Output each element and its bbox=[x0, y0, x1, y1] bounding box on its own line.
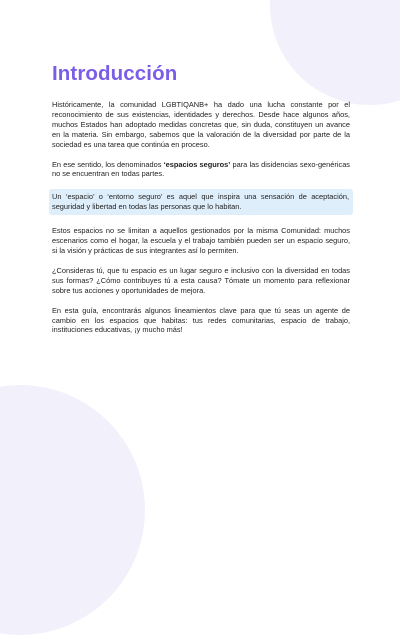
page-content bbox=[52, 62, 350, 345]
safe-spaces-term: ‘espacios seguros’ bbox=[163, 159, 231, 169]
paragraph-history: Históricamente, la comunidad LGBTIQANB+ ha dado una lucha constante por el reconocimiento de sus existencias, identidades y derechos. Desde hace algunos años, muchos Estados han adoptado medidas concretas que, sin duda, constituyen un avance en la materia. Sin embargo, sabemos que la valoración de la diversidad por parte de la sociedad es una tarea que continúa en proceso. bbox=[52, 100, 350, 149]
decorative-circle-bottom bbox=[0, 385, 145, 635]
paragraph-safe-spaces-end: para las disidencias sexo-genéricas no se encuentran en todas partes. bbox=[52, 159, 350, 179]
paragraph-guide: En esta guía, encontrarás algunos lineamientos clave para que tú seas un agente de cambio en los espacios que habitas: tus redes comunitarias, espacio de trabajo, instituciones educativas, ¡y mucho más! bbox=[52, 305, 350, 335]
definition-callout bbox=[49, 189, 353, 215]
page-title: Introducción bbox=[52, 62, 178, 85]
paragraph-questions: ¿Consideras tú, que tu espacio es un lugar seguro e inclusivo con la diversidad en todas sus formas? ¿Cómo contribuyes tú a esta causa? Tómate un momento para reflexionar sobre tus acciones y oportunidades de mejora. bbox=[52, 265, 350, 295]
paragraph-scenarios: Estos espacios no se limitan a aquellos gestionados por la misma Comunidad: muchos escenarios como el hogar, la escuela y el trabajo también pueden ser un espacio seguro, si la visión y prácticas de sus integrantes así lo permiten. bbox=[52, 226, 350, 255]
definition-text: Un ‘espacio’ o ‘entorno seguro’ es aquel que inspira una sensación de aceptación, seguridad y libertad en todas las personas que lo habitan. bbox=[52, 192, 349, 212]
paragraph-safe-spaces-start: En ese sentido, los denominados bbox=[52, 159, 164, 169]
paragraph-safe-spaces bbox=[52, 160, 350, 180]
